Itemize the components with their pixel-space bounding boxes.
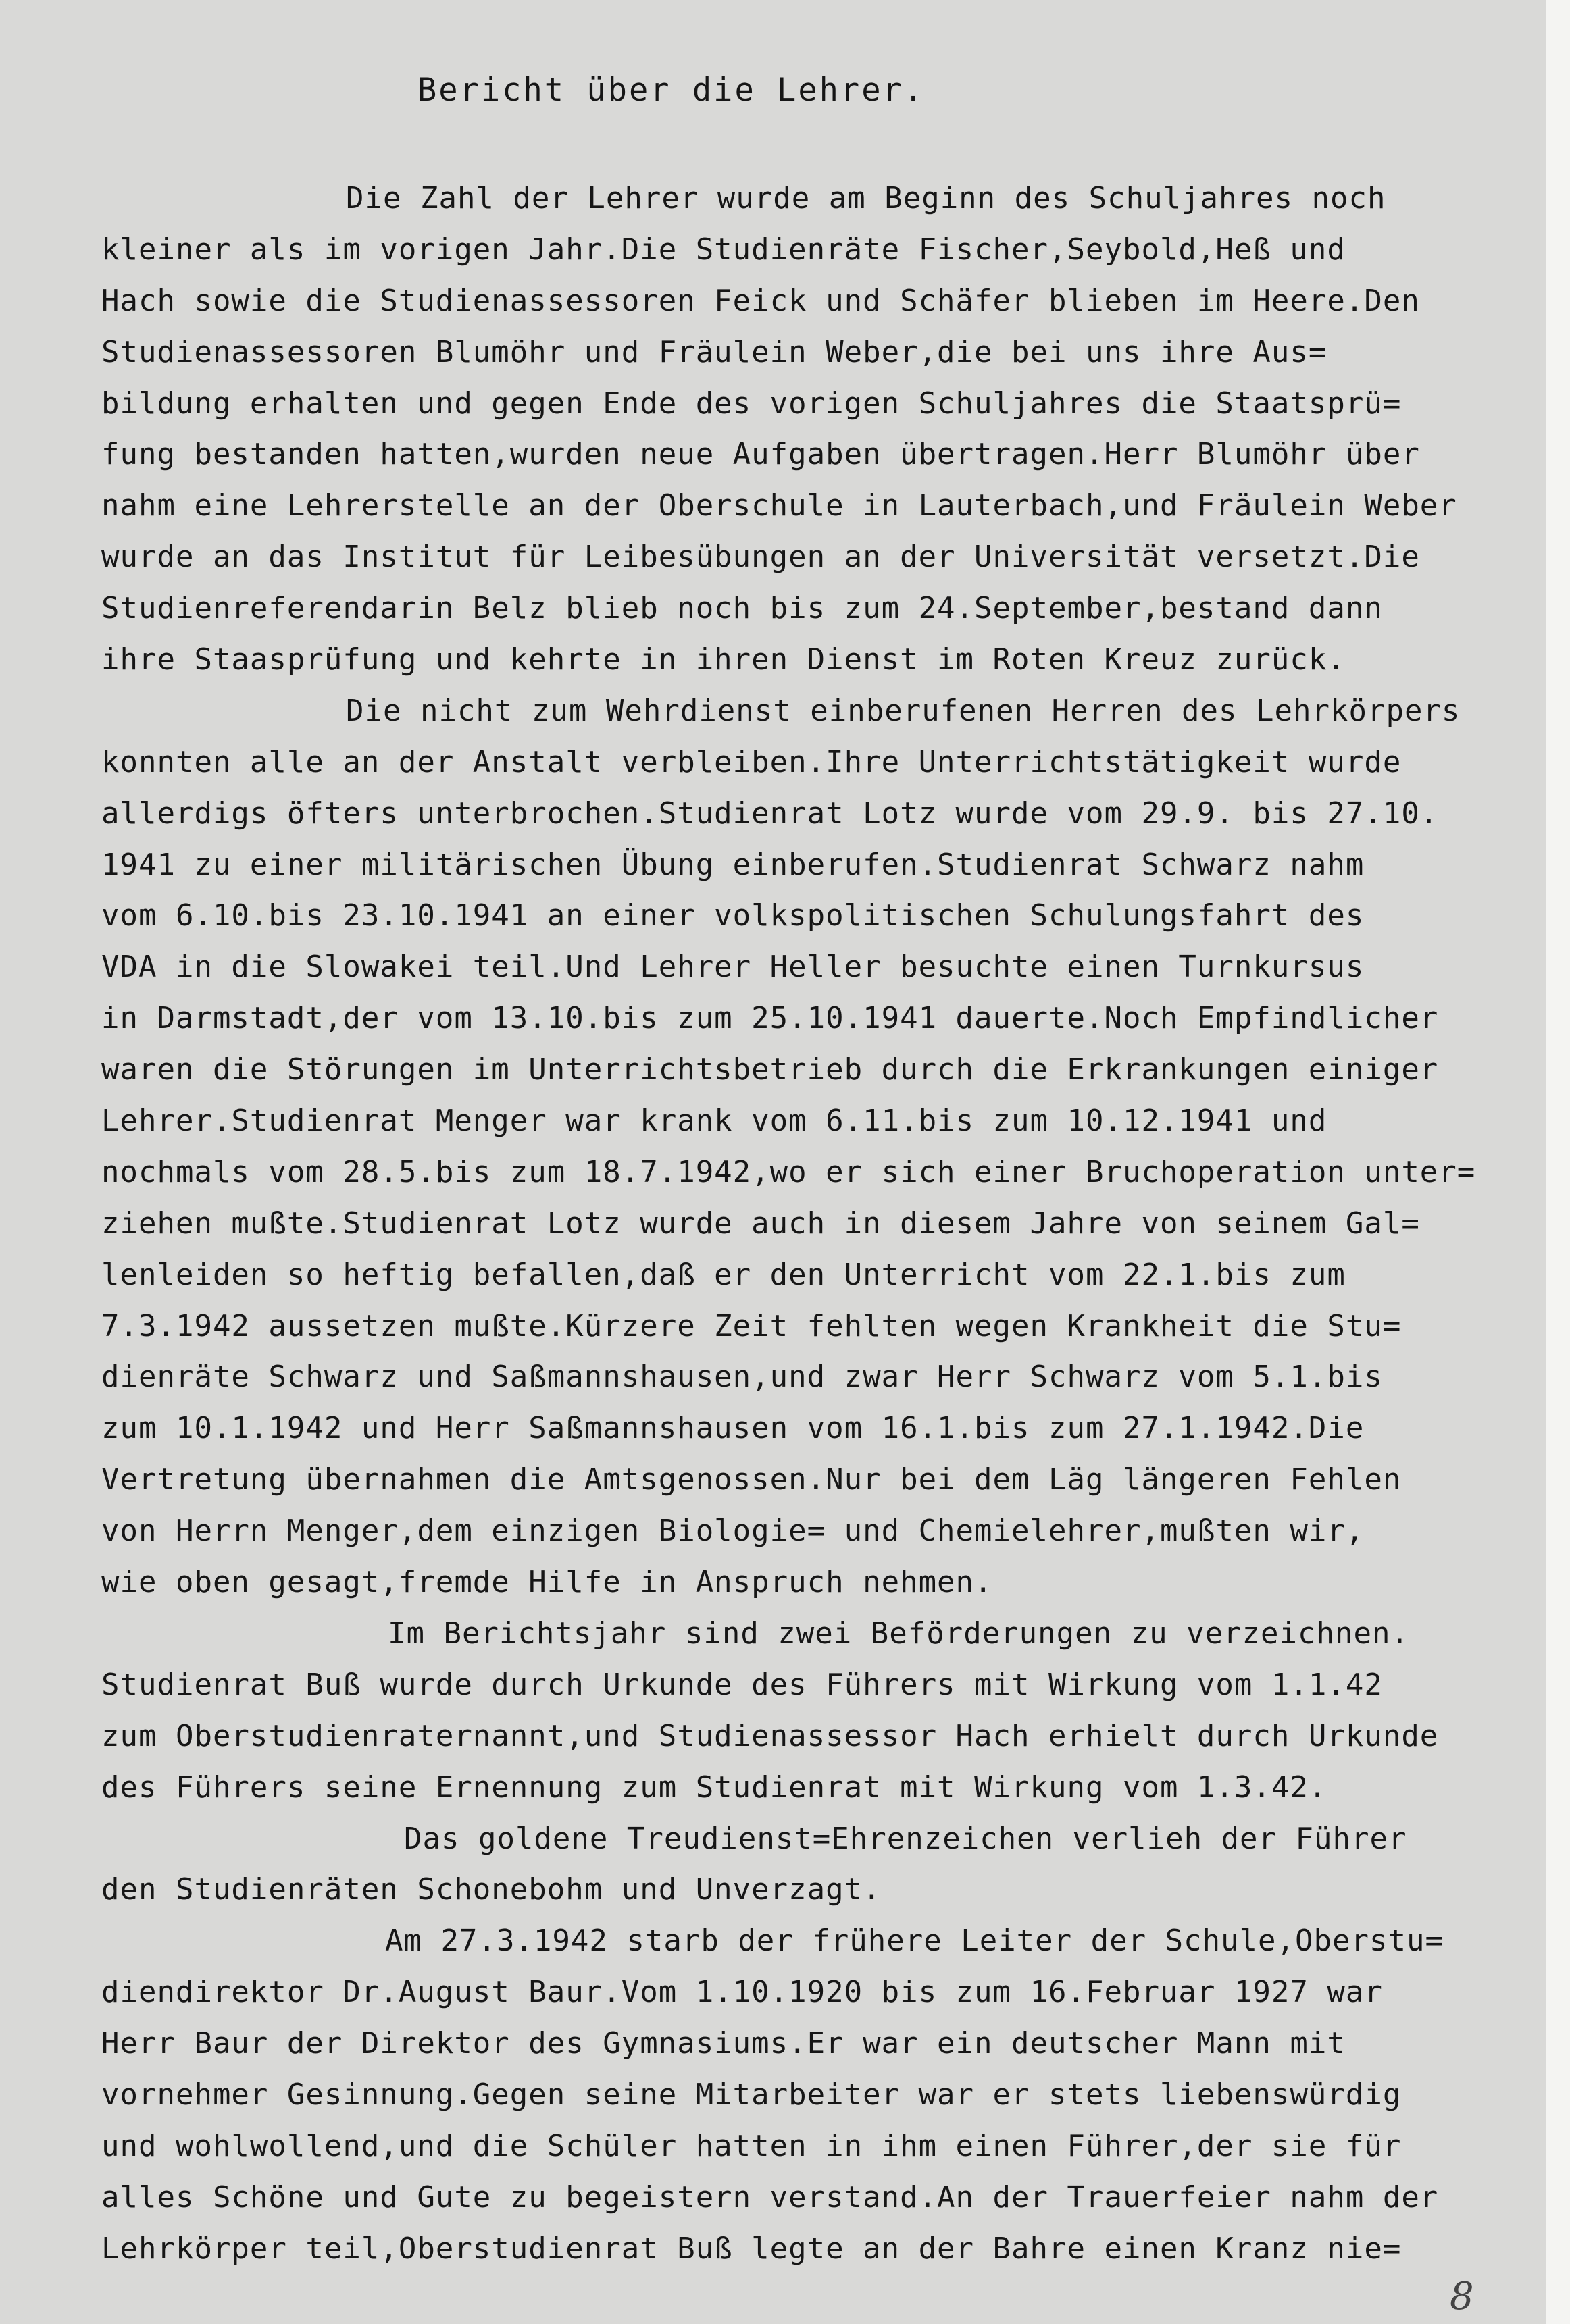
text-line: Das goldene Treudienst=Ehrenzeichen verlieh der Führer: [404, 1821, 1407, 1856]
text-line: VDA in die Slowakei teil.Und Lehrer Heller besuchte einen Turnkursus: [101, 950, 1365, 985]
text-line: den Studienräten Schonebohm und Unverzagt.: [101, 1872, 882, 1907]
text-line: ziehen mußte.Studienrat Lotz wurde auch in diesem Jahre von seinem Gal=: [101, 1206, 1420, 1241]
text-line: bildung erhalten und gegen Ende des vorigen Schuljahres die Staatsprü=: [101, 386, 1402, 421]
text-line: vom 6.10.bis 23.10.1941 an einer volkspolitischen Schulungsfahrt des: [101, 898, 1365, 933]
text-line: wurde an das Institut für Leibesübungen an der Universität versetzt.Die: [101, 540, 1420, 575]
text-line: Studienassessoren Blumöhr und Fräulein Weber,die bei uns ihre Aus=: [101, 334, 1327, 369]
text-line: wie oben gesagt,fremde Hilfe in Anspruch nehmen.: [101, 1565, 993, 1600]
text-line: diendirektor Dr.August Baur.Vom 1.10.1920 bis zum 16.Februar 1927 war: [101, 1975, 1383, 2010]
text-line: Die nicht zum Wehrdienst einberufenen Herren des Lehrkörpers: [346, 693, 1461, 728]
text-line: Studienrat Buß wurde durch Urkunde des Führers mit Wirkung vom 1.1.42: [101, 1667, 1383, 1702]
text-line: kleiner als im vorigen Jahr.Die Studienräte Fischer,Seybold,Heß und: [101, 232, 1346, 267]
text-line: Am 27.3.1942 starb der frühere Leiter der Schule,Oberstu=: [385, 1923, 1444, 1959]
text-line: konnten alle an der Anstalt verbleiben.Ihre Unterrichtstätigkeit wurde: [101, 744, 1402, 779]
text-line: Lehrer.Studienrat Menger war krank vom 6.11.bis zum 10.12.1941 und: [101, 1104, 1327, 1139]
text-line: allerdigs öfters unterbrochen.Studienrat Lotz wurde vom 29.9. bis 27.10.: [101, 796, 1439, 831]
text-line: waren die Störungen im Unterrichtsbetrieb durch die Erkrankungen einiger: [101, 1052, 1439, 1087]
text-line: von Herrn Menger,dem einzigen Biologie= und Chemielehrer,mußten wir,: [101, 1514, 1365, 1549]
text-line: alles Schöne und Gute zu begeistern verstand.An der Trauerfeier nahm der: [101, 2179, 1439, 2215]
text-line: und wohlwollend,und die Schüler hatten in ihm einen Führer,der sie für: [101, 2128, 1402, 2163]
text-line: Hach sowie die Studienassessoren Feick und Schäfer blieben im Heere.Den: [101, 283, 1420, 318]
text-line: in Darmstadt,der vom 13.10.bis zum 25.10.1941 dauerte.Noch Empfindlicher: [101, 1001, 1439, 1036]
text-line: 7.3.1942 aussetzen mußte.Kürzere Zeit fehlten wegen Krankheit die Stu=: [101, 1308, 1402, 1343]
text-line: vornehmer Gesinnung.Gegen seine Mitarbeiter war er stets liebenswürdig: [101, 2077, 1402, 2112]
text-line: Vertretung übernahmen die Amtsgenossen.Nur bei dem Läg längeren Fehlen: [101, 1462, 1402, 1497]
title-spacing: [101, 116, 1554, 173]
text-line: zum 10.1.1942 und Herr Saßmannshausen vom 16.1.bis zum 27.1.1942.Die: [101, 1411, 1365, 1446]
report-text: [101, 65, 1554, 2275]
text-line: Studienreferendarin Belz blieb noch bis zum 24.September,bestand dann: [101, 591, 1383, 626]
text-line: Lehrkörper teil,Oberstudienrat Buß legte an der Bahre einen Kranz nie=: [101, 2231, 1402, 2266]
text-line: des Führers seine Ernennung zum Studienrat mit Wirkung vom 1.3.42.: [101, 1770, 1327, 1805]
text-line: 1941 zu einer militärischen Übung einberufen.Studienrat Schwarz nahm: [101, 847, 1365, 882]
page-number: 8: [1450, 2275, 1474, 2319]
text-line: Herr Baur der Direktor des Gymnasiums.Er war ein deutscher Mann mit: [101, 2026, 1346, 2061]
text-line: nahm eine Lehrerstelle an der Oberschule in Lauterbach,und Fräulein Weber: [101, 488, 1457, 523]
text-line: nochmals vom 28.5.bis zum 18.7.1942,wo er sich einer Bruchoperation unter=: [101, 1154, 1476, 1189]
text-line: Im Berichtsjahr sind zwei Beförderungen zu verzeichnen.: [388, 1616, 1409, 1651]
text-line: zum Oberstudienraternannt,und Studienassessor Hach erhielt durch Urkunde: [101, 1718, 1439, 1753]
text-line: ihre Staasprüfung und kehrte in ihren Dienst im Roten Kreuz zurück.: [101, 642, 1346, 677]
text-line: dienräte Schwarz und Saßmannshausen,und zwar Herr Schwarz vom 5.1.bis: [101, 1360, 1383, 1395]
text-line: Die Zahl der Lehrer wurde am Beginn des Schuljahres noch: [346, 181, 1386, 215]
text-line: lenleiden so heftig befallen,daß er den Unterricht vom 22.1.bis zum: [101, 1257, 1346, 1292]
report-title: Bericht über die Lehrer.: [417, 72, 926, 109]
text-line: fung bestanden hatten,wurden neue Aufgaben übertragen.Herr Blumöhr über: [101, 437, 1420, 472]
